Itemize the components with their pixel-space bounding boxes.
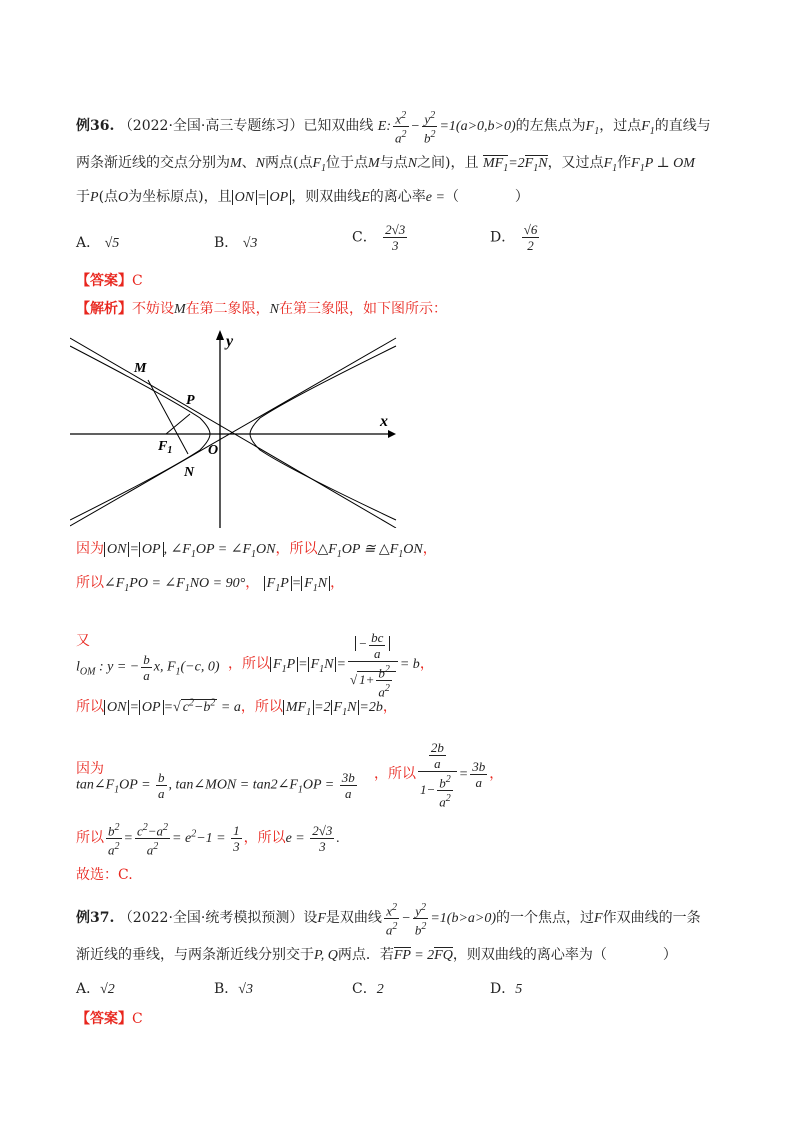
sol-eq: $\frac{b^2}{a^2}$ = $\frac{c^2-a^2}{a^2}$ = $e^2-1$ = $\frac{1}{3}$: [108, 822, 240, 858]
ex36-MN: M: [230, 156, 242, 171]
ex36-F1: $F_1$: [585, 119, 600, 137]
ex36-l2a: 两条渐近线的交点分别为: [76, 155, 230, 171]
label-F1: [157, 439, 172, 456]
ex37-option-a: [76, 978, 115, 998]
option-letter: A．: [76, 235, 101, 251]
ex36-l3d: ，则双曲线: [291, 189, 362, 205]
label-O: O: [208, 443, 219, 458]
ex36-option-a: [76, 232, 119, 252]
analysis-c: 在第三象限，如下图所示：: [279, 301, 448, 317]
ex37-option-d: [490, 978, 522, 998]
sol-so: 所以: [76, 830, 104, 847]
ex37-question-line2: [76, 944, 677, 964]
ex37-l2b: 两点．若: [337, 947, 394, 963]
analysis-a: 不妨设: [132, 301, 174, 317]
x-axis-arrow: [388, 430, 396, 438]
option-letter: C．: [352, 229, 377, 246]
ex36-l3c: 为坐标原点)，且: [128, 189, 232, 205]
ex36-perp: $F_1P$ ⊥ OM: [631, 156, 695, 174]
sol-so: ，所以: [228, 656, 270, 673]
sol-choose: [76, 864, 133, 884]
option-den: 3: [391, 238, 399, 253]
ex36-l2f: ，又过点: [547, 155, 604, 171]
segment-MN: [148, 380, 188, 454]
ex37-question-line1: [76, 900, 701, 938]
ex36-N: N: [255, 156, 266, 171]
label-M: M: [134, 361, 147, 376]
ex36-l2d: 与点: [379, 155, 408, 171]
ex36-O: O: [118, 190, 129, 205]
ex36-ONOP: ON = OP: [232, 190, 292, 205]
option-value: √5: [104, 236, 120, 251]
ex37-hyperbola-eq: $\frac{x^2}{a^2}$ − $\frac{y^2}{b^2}$ =1(b>a>0): [385, 902, 497, 938]
sol-line-3: [76, 630, 90, 650]
sol-so: ，所以: [374, 766, 416, 783]
sol-eq: $F_1P = F_1N$ = − $\frac{bc}{a}$ √ 1+ $\frac{b^2}{a^2}$ = b: [270, 657, 420, 672]
ex36-F1d: $F_1$: [603, 156, 618, 174]
sol-line-1: [76, 538, 437, 560]
ex37-source: （2022·全国·统考模拟预测）: [118, 910, 304, 927]
sol-choose-text: 故选：C.: [76, 867, 133, 883]
ex36-option-d: [490, 222, 541, 253]
ex37-qa: 设: [303, 910, 318, 927]
ex37-qc: 的一个焦点，过: [496, 910, 595, 927]
option-value: 2: [376, 982, 384, 997]
sol-so: 所以: [76, 699, 104, 715]
ex36-source: （2022·全国·高三专题练习）: [118, 118, 304, 135]
sol-comma: ，: [419, 656, 434, 673]
ex36-F1b: $F_1$: [641, 119, 655, 137]
sol-comma: ，: [382, 699, 397, 715]
ex36-l3b: (点: [98, 189, 119, 205]
ex36-option-b: [214, 232, 257, 252]
sol-eq: $\angle F_1PO$ = $\angle F_1NO = 90^\circ$: [104, 576, 246, 594]
sol-comma: ，: [245, 575, 260, 591]
ex37-answer: [76, 1008, 143, 1028]
answer-value: C: [132, 1011, 143, 1027]
sol-eq: ON = OP =√ $c^2-b^2 = a$: [104, 699, 241, 715]
ex37-vec: FP = 2FQ: [393, 948, 453, 963]
sol-line-2: [76, 572, 344, 594]
ex36-intro: 已知双曲线: [303, 118, 374, 135]
ex36-text-c: 的直线与: [654, 118, 711, 135]
sol-line-3b: [228, 630, 434, 700]
ex36-N2: N: [407, 156, 418, 171]
option-fraction: [522, 222, 540, 253]
sol-line-6: [76, 820, 340, 858]
ex36-vector-eq: $MF_1=2F_1N$: [482, 156, 548, 174]
ex36-text-b: ，过点: [599, 118, 642, 135]
segment-F1P: [166, 414, 190, 434]
sol-eq: $F_1P = F_1N$: [264, 576, 330, 591]
ex36-option-c: [352, 222, 409, 253]
hyperbola-graph: [70, 328, 410, 528]
option-fraction: [383, 222, 407, 253]
sol-line-4: [76, 696, 397, 718]
ex36-M2: M: [368, 156, 380, 171]
sol-again: 又: [76, 633, 90, 649]
option-letter: B．: [214, 981, 239, 997]
sol-eq: $\triangle F_1OP$ ≅ $\triangle F_1ON$: [317, 542, 423, 560]
ex36-question-line2: 两条渐近线的交点分别为M、N两点(点$F_1$位于点M与点N之间)，且 $MF_1=2F_1N$，又过点$F_1$作$F_1P$ ⊥ OM: [76, 155, 695, 174]
ex37-PQ: P, Q: [314, 948, 338, 963]
sol-eq: $MF_1 =2$ $F_1N =2b$: [283, 700, 383, 715]
ex36-question-line1: [76, 108, 711, 146]
ex36-hyperbola-eq: E: $\frac{x^2}{a^2}$ − $\frac{y^2}{b^2}$ =1(a>0,b>0): [377, 110, 516, 146]
ex37-label: 例37.: [76, 910, 115, 927]
sol-eq: $\frac{2b}{a}$ 1− $\frac{b^2}{a^2}$ = $\frac{3b}{a}$: [420, 740, 486, 810]
analysis-b: 在第二象限，: [185, 301, 270, 317]
sol-eq: e = $\frac{2√3}{3}$ .: [285, 823, 340, 855]
sol-because: 因为: [76, 761, 104, 777]
ex37-l2a: 渐近线的垂线，与两条渐近线分别交于: [76, 947, 314, 963]
label-P: P: [186, 393, 195, 408]
ex37-F: F: [317, 911, 326, 927]
sol-comma: ，: [422, 541, 437, 557]
option-letter: B．: [214, 235, 239, 251]
ex36-analysis-intro: [76, 298, 447, 318]
ex36-l3f: （ ）: [444, 189, 529, 205]
ex36-F1c: $F_1$: [312, 156, 327, 174]
ex37-option-b: [214, 978, 253, 998]
label-x: x: [380, 413, 388, 430]
option-value: 5: [515, 982, 523, 997]
label-N: N: [184, 465, 195, 480]
ex36-answer: [76, 270, 143, 290]
sol-asymptote-eq: $l_{OM}$ : y = − $\frac{b}{a}$ x, $F_1(-c$, 0): [76, 652, 220, 683]
option-letter: D．: [490, 229, 516, 246]
analysis-tag: 【解析】: [76, 301, 132, 317]
ex37-qb: 是双曲线: [325, 910, 382, 927]
ex36-l3e: 的离心率: [369, 189, 426, 205]
option-num: 2√3: [385, 222, 406, 237]
sol-eq: ON = OP , $\angle F_1OP$ = $\angle F_1ON$: [104, 542, 275, 557]
ex36-l2g: 作: [617, 155, 632, 171]
option-num: √6: [523, 222, 538, 237]
analysis-N: N: [269, 302, 280, 317]
label-y: y: [226, 333, 234, 350]
label-F1-sub: 1: [167, 445, 173, 456]
ex36-P: P: [90, 190, 99, 205]
sol-comma: ，: [330, 575, 345, 591]
ex36-text-a: 的左焦点为: [515, 118, 586, 135]
sol-so: ，所以: [240, 699, 283, 715]
sol-comma: ，: [489, 766, 504, 783]
sol-tan-eq: $\tan\angle F_1OP$ = $\frac{b}{a}$ , tan∠MON = $\tan 2\angle F_1OP$ = $\frac{3b}{a}$: [76, 770, 355, 801]
option-value: √2: [100, 982, 115, 997]
answer-tag: 【答案】: [76, 273, 132, 289]
ex36-l2c: 位于点: [326, 155, 369, 171]
answer-tag: 【答案】: [76, 1011, 132, 1027]
ex36-l2b: 两点(点: [265, 155, 313, 171]
right-branch: [250, 346, 396, 520]
option-letter: D．: [490, 981, 516, 997]
sol-line-5b: [374, 740, 503, 810]
sol-so: 所以: [76, 575, 104, 591]
ex37-qd: 作双曲线的一条: [602, 910, 701, 927]
ex37-F2: F: [594, 911, 603, 927]
ex36-question-line3: [76, 186, 529, 206]
ex36-e: e =: [425, 190, 445, 205]
ex36-E: E: [361, 190, 370, 205]
option-letter: C．: [352, 981, 377, 997]
sol-so: ，所以: [275, 541, 318, 557]
option-value: √3: [238, 982, 253, 997]
option-value: √3: [242, 236, 258, 251]
analysis-M: M: [174, 302, 186, 317]
y-axis-arrow: [216, 330, 224, 340]
ex36-l2e: 之间)，且: [417, 155, 479, 171]
ex36-label: 例36.: [76, 118, 115, 135]
answer-value: C: [132, 273, 143, 289]
ex36-l3a: 于: [76, 189, 90, 205]
ex37-option-c: [352, 978, 384, 998]
option-letter: A．: [76, 981, 101, 997]
option-den: 2: [527, 238, 534, 253]
sol-so: ，所以: [243, 830, 286, 847]
label-F1-main: F: [158, 439, 168, 454]
sol-because: 因为: [76, 541, 104, 557]
ex37-l2c: ，则双曲线的离心率为（ ）: [452, 947, 677, 963]
